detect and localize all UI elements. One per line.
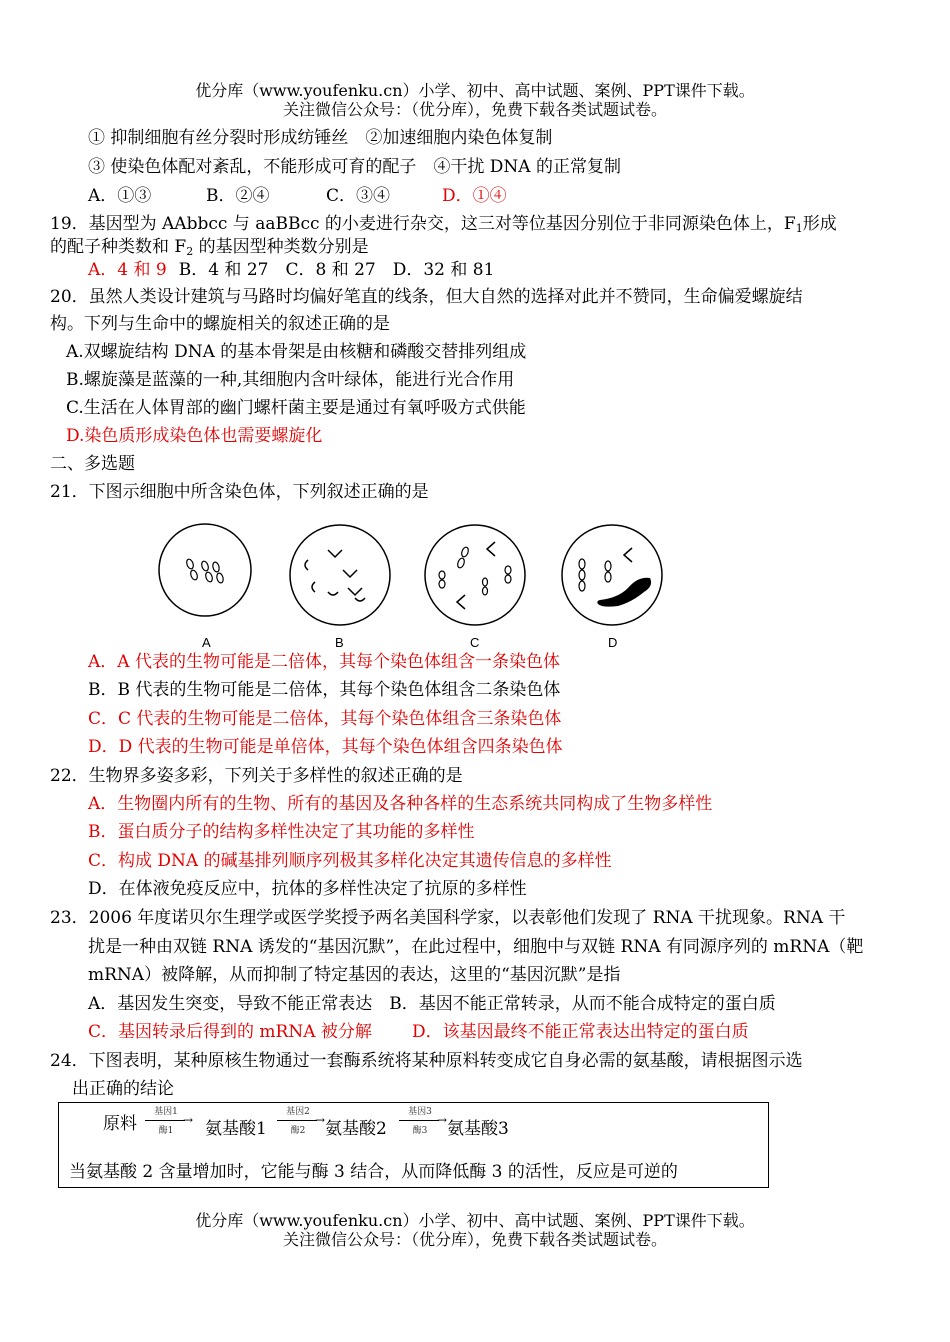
q19-stem-line-2: 的配子种类数和 $F_2$ 的基因型种类数分别是 [50, 237, 369, 258]
arrow-1-head-icon: → [183, 1113, 194, 1127]
q20-choice-c: C.生活在人体胃部的幽门螺杆菌主要是通过有氧呼吸方式供能 [66, 398, 526, 418]
q23-choices-ab: A．基因发生突变，导致不能正常表达 B．基因不能正常转录，从而不能合成特定的蛋白质 [88, 994, 776, 1014]
reaction-product-1: 氨基酸1 [205, 1119, 267, 1139]
arrow-2-enzyme: 酶2 [290, 1126, 306, 1136]
q21-choice-a: A．A 代表的生物可能是二倍体，其每个染色体组含一条染色体 [88, 652, 560, 672]
arrow-3-enzyme: 酶3 [412, 1126, 428, 1136]
arrow-2-gene: 基因2 [286, 1107, 310, 1117]
q20-stem-line-2: 构。下列与生命中的螺旋相关的叙述正确的是 [50, 314, 390, 334]
section-title-multi-choice: 二、多选题 [50, 454, 135, 474]
q20-stem-line-1: 20．虽然人类设计建筑与马路时均偏好笔直的线条，但大自然的选择对此并不赞同，生命偏爱螺旋结 [50, 287, 803, 307]
q24-statement: 当氨基酸 2 含量增加时，它能与酶 3 结合，从而降低酶 3 的活性，反应是可逆的 [69, 1162, 678, 1182]
q19-choice-a: A．4 和 9 [88, 260, 167, 280]
q22-stem: 22．生物界多姿多彩，下列关于多样性的叙述正确的是 [50, 766, 463, 786]
arrow-1-gene: 基因1 [154, 1107, 178, 1117]
arrow-3-gene: 基因3 [408, 1107, 432, 1117]
q24-stem-line-1: 24．下图表明，某种原核生物通过一套酶系统将某种原料转变成它自身必需的氨基酸，请根据图示选 [50, 1051, 803, 1071]
cell-label-b: B [335, 635, 344, 650]
cell-d [562, 525, 662, 650]
cell-c [425, 525, 525, 650]
q23-choice-d: D．该基因最终不能正常表达出特定的蛋白质 [412, 1022, 749, 1042]
q21-stem: 21．下图示细胞中所含染色体，下列叙述正确的是 [50, 482, 429, 502]
q18-choice-b: B．②④ [206, 186, 270, 206]
cell-label-c: C [470, 635, 480, 650]
cell-a [159, 524, 251, 650]
q22-choice-d: D．在体液免疫反应中，抗体的多样性决定了抗原的多样性 [88, 879, 527, 899]
q18-choice-c: C．③④ [326, 186, 391, 206]
header-line-1: 优分库（www.youfenku.cn）小学、初中、高中试题、案例、PPT课件下载。 [195, 81, 755, 100]
reaction-product-2: 氨基酸2 [325, 1119, 387, 1139]
q20-choice-a: A.双螺旋结构 DNA 的基本骨架是由核糖和磷酸交替排列组成 [66, 342, 527, 362]
q23-stem-line-2: 扰是一种由双链 RNA 诱发的“基因沉默”，在此过程中，细胞中与双链 RNA 有同源序列的 mRNA（靶 [88, 937, 864, 957]
q24-stem-line-2: 出正确的结论 [72, 1079, 174, 1099]
q22-choice-a: A．生物圈内所有的生物、所有的基因及各种各样的生态系统共同构成了生物多样性 [88, 794, 713, 814]
q20-choice-d: D.染色质形成染色体也需要螺旋化 [66, 426, 323, 446]
footer-line-2: 关注微信公众号：（优分库），免费下载各类试题试卷。 [282, 1230, 667, 1249]
arrow-2-head-icon: → [315, 1113, 326, 1127]
header-line-2: 关注微信公众号：（优分库），免费下载各类试题试卷。 [282, 100, 667, 119]
reaction-source: 原料 [103, 1114, 137, 1134]
q18-options-line-2: ③ 使染色体配对紊乱，不能形成可育的配子 ④干扰 DNA 的正常复制 [88, 157, 621, 177]
footer-line-1: 优分库（www.youfenku.cn）小学、初中、高中试题、案例、PPT课件下载。 [195, 1211, 755, 1230]
q18-choice-a: A．①③ [88, 186, 152, 206]
chromosome-cells-figure [150, 520, 670, 652]
q18-options-line-1: ① 抑制细胞有丝分裂时形成纺锤丝 ②加速细胞内染色体复制 [88, 128, 553, 148]
q19-stem-line-1: 19．基因型为 AAbbcc 与 aaBBcc 的小麦进行杂交，这三对等位基因分别位于非同源染色体上，$F_1$形成 [50, 214, 837, 235]
q22-choice-c: C．构成 DNA 的碱基排列顺序列极其多样化决定其遗传信息的多样性 [88, 851, 612, 871]
q24-reaction-box [58, 1102, 769, 1188]
arrow-3-head-icon: → [437, 1113, 448, 1127]
q21-choice-b: B．B 代表的生物可能是二倍体，其每个染色体组含二条染色体 [88, 680, 561, 700]
cell-label-a: A [202, 635, 211, 650]
arrow-1-enzyme: 酶1 [158, 1126, 174, 1136]
cell-label-d: D [608, 635, 618, 650]
q21-choice-c: C．C 代表的生物可能是二倍体，其每个染色体组含三条染色体 [88, 709, 562, 729]
q23-stem-line-1: 23．2006 年度诺贝尔生理学或医学奖授予两名美国科学家，以表彰他们发现了 RNA 干扰现象。RNA 干 [50, 908, 846, 928]
q19-choices [88, 259, 494, 281]
q18-choice-d: D．①④ [442, 186, 507, 206]
q20-choice-b: B.螺旋藻是蓝藻的一种,其细胞内含叶绿体，能进行光合作用 [66, 370, 515, 390]
q23-choice-c: C．基因转录后得到的 mRNA 被分解 [88, 1022, 372, 1042]
q19-choice-rest: B．4 和 27 C．8 和 27 D．32 和 81 [178, 260, 495, 280]
cell-b [290, 525, 390, 650]
q22-choice-b: B．蛋白质分子的结构多样性决定了其功能的多样性 [88, 822, 475, 842]
reaction-product-3: 氨基酸3 [447, 1119, 509, 1139]
q23-stem-line-3: mRNA）被降解，从而抑制了特定基因的表达，这里的“基因沉默”是指 [88, 965, 621, 985]
q21-choice-d: D．D 代表的生物可能是单倍体，其每个染色体组含四条染色体 [88, 737, 563, 757]
